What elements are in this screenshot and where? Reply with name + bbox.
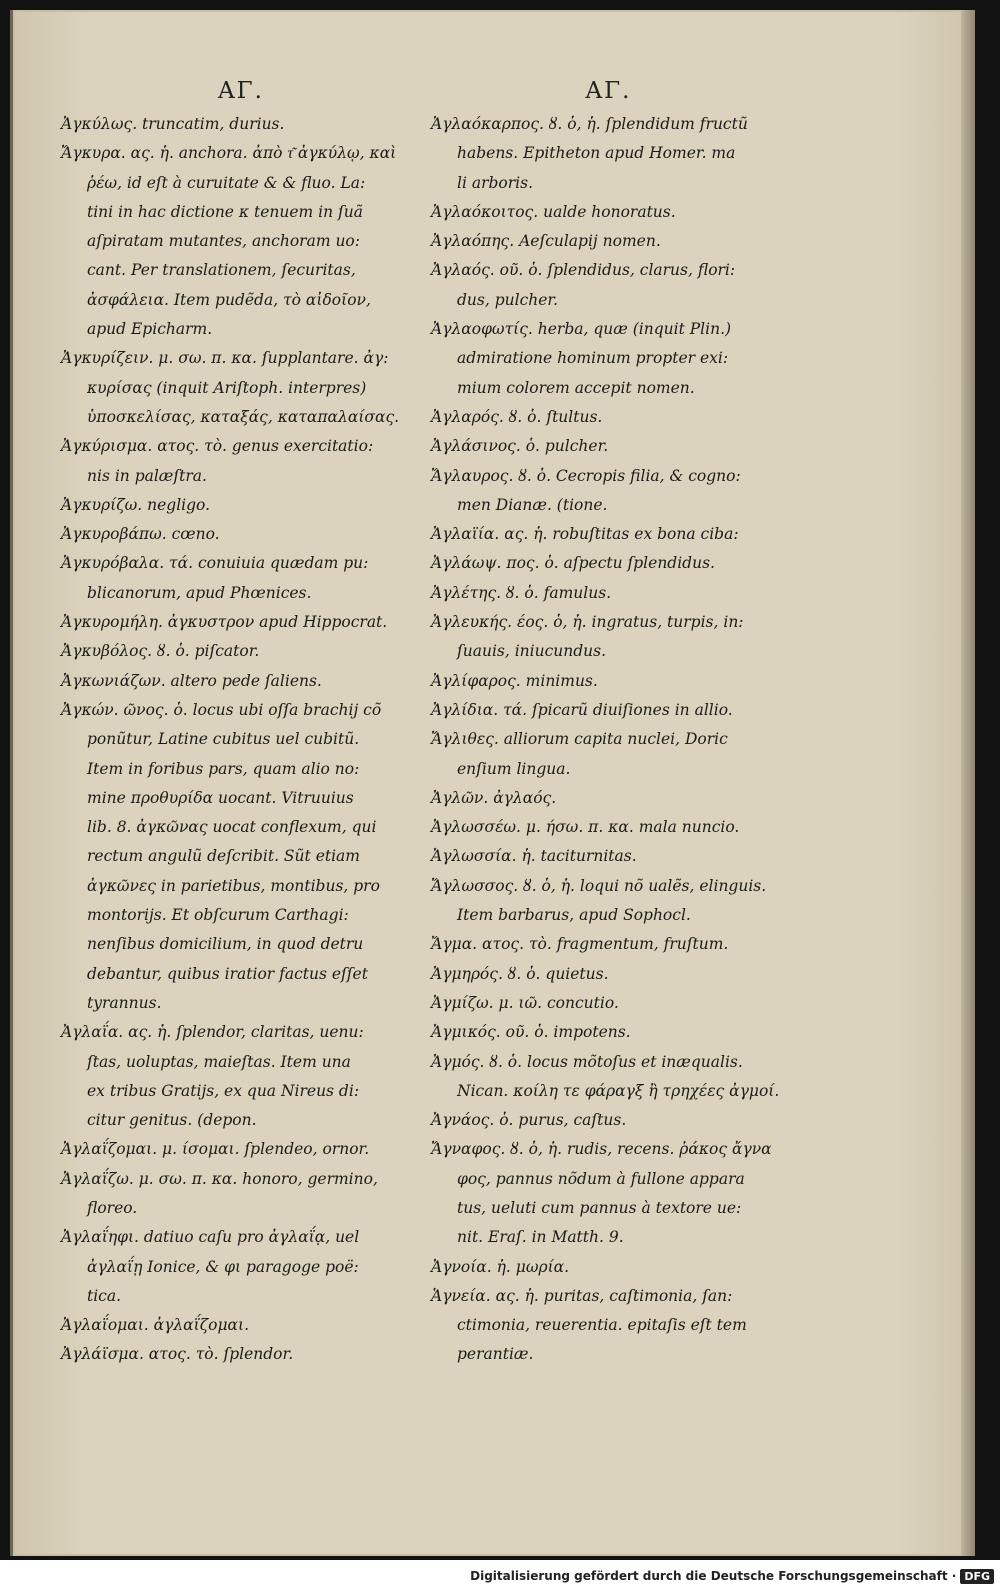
text-line: ex tribus Gratijs, ex qua Nireus di:: [87, 1081, 360, 1100]
text-line: dus, pulcher.: [457, 290, 559, 309]
text-line: debantur, quibus iratior factus eſſet: [87, 964, 368, 983]
text-line: mine προθυρίδα uocant. Vitruuius: [87, 788, 354, 807]
text-line: Ἀγλαϊία. ας. ἡ. robuſtitas ex bona ciba:: [431, 525, 739, 544]
text-line: tica.: [87, 1286, 122, 1305]
text-line: Ἀγλίφαρος. minimus.: [431, 671, 598, 690]
text-line: Ἀγλαΐηφι. datiuo caſu pro ἀγλαΐᾳ, uel: [61, 1228, 360, 1247]
text-line: φος, pannus nõdum à fullone appara: [457, 1169, 745, 1188]
text-line: li arboris.: [457, 173, 533, 192]
text-line: ἀγλαΐῃ Ionice, & φι paragoge poë:: [87, 1257, 359, 1276]
text-line: Ἀγκυβόλος. ȣ. ὁ. piſcator.: [61, 642, 260, 661]
page-edge: [961, 10, 975, 1556]
text-line: Ἀγλαΐα. ας. ἡ. ſplendor, claritas, uenu:: [61, 1023, 364, 1042]
text-line: blicanorum, apud Phœnices.: [87, 583, 312, 602]
text-line: admiratione hominum propter exi:: [457, 349, 729, 368]
text-line: rectum angulũ deſcribit. Sũt etiam: [87, 847, 360, 866]
text-line: Ἀγλωσσία. ἡ. taciturnitas.: [431, 847, 637, 866]
text-line: Ἀγλίδια. τά. ſpicarũ diuiſiones in allio.: [431, 700, 733, 719]
text-line: Ἀγλάϊσμα. ατος. τὸ. ſplendor.: [61, 1345, 294, 1364]
text-line: tus, ueluti cum pannus à textore ue:: [457, 1198, 742, 1217]
text-line: Ἀγμίζω. μ. ιῶ. concutio.: [431, 993, 619, 1012]
text-line: lib. 8. ἀγκῶνας uocat conflexum, qui: [87, 818, 377, 837]
text-line: Ἀγκυρίζω. negligo.: [61, 495, 211, 514]
text-line: Ἀγλάσινος. ὁ. pulcher.: [431, 437, 609, 456]
text-line: floreo.: [87, 1198, 138, 1217]
text-line: ponũtur, Latine cubitus uel cubitũ.: [87, 730, 360, 749]
text-line: Ἀγλαός. οῦ. ὁ. ſplendidus, clarus, flori:: [431, 261, 736, 280]
text-line: Ἀγλαοφωτίς. herba, quæ (inquit Plin.): [431, 320, 732, 339]
text-line: Ἀγκωνιάζων. altero pede ſaliens.: [61, 671, 322, 690]
text-line: ſuauis, iniucundus.: [457, 642, 607, 661]
text-line: aſpiratam mutantes, anchoram uo:: [87, 232, 360, 251]
left-column: [61, 72, 421, 1370]
text-line: Ἀγλῶν. ἀγλαός.: [431, 788, 557, 807]
text-line: Ἄγλωσσος. ȣ. ὁ, ἡ. loqui nõ ualẽs, elinguis.: [431, 876, 767, 895]
text-line: Ἀγλαόκαρπος. ȣ. ὁ, ἡ. ſplendidum fructũ: [431, 115, 748, 133]
text-line: citur genitus. (depon.: [87, 1111, 257, 1130]
text-line: cant. Per translationem, ſecuritas,: [87, 261, 356, 280]
text-line: Ἀγλαόκοιτος. ualde honoratus.: [431, 202, 676, 221]
text-line: Ἄγκυρα. ας. ἡ. anchora. ἀπὸ τ͂ ἀγκύλῳ, καὶ: [61, 144, 397, 163]
text-line: nit. Eraſ. in Matth. 9.: [457, 1228, 624, 1247]
text-line: Ἀγλαΐζω. μ. σω. π. κα. honoro, germino,: [61, 1169, 378, 1188]
left-running-header: ΑΓ.: [218, 78, 264, 104]
text-line: montorijs. Et obſcurum Carthagi:: [87, 906, 349, 925]
footer-credit: Digitalisierung gefördert durch die Deutsche Forschungsgemeinschaft ·: [470, 1569, 957, 1583]
text-line: Ἄγμα. ατος. τὸ. fragmentum, fruſtum.: [431, 935, 729, 954]
text-line: Ἀγκύλως. truncatim, durius.: [61, 115, 285, 133]
right-running-header: ΑΓ.: [585, 78, 632, 104]
text-line: Ἀγκών. ῶνος. ὁ. locus ubi oſſa brachij cõ: [61, 700, 382, 719]
text-line: Ἄγλαυρος. ȣ. ὁ. Cecropis filia, & cogno:: [431, 466, 741, 485]
text-line: Item in foribus pars, quam alio no:: [87, 759, 360, 778]
right-column: [431, 72, 786, 1370]
text-line: Ἀγνάος. ὁ. purus, caſtus.: [431, 1111, 627, 1130]
text-line: ctimonia, reuerentia. epitaſis eſt tem: [457, 1316, 747, 1335]
text-line: men Dianæ. (tione.: [457, 495, 608, 514]
text-line: Ἀγκυροβάπω. cœno.: [61, 525, 220, 544]
text-line: Nican. κοίλη τε φάραγξ ἢ τρηχέες ἀγμοί.: [457, 1081, 780, 1100]
dfg-logo: DFG: [960, 1569, 994, 1584]
text-line: Ἀγλωσσέω. μ. ήσω. π. κα. mala nuncio.: [431, 818, 740, 837]
text-line: Ἀγκυρόβαλα. τά. conuiuia quædam pu:: [61, 554, 369, 573]
text-line: Ἀγλαρός. ȣ. ὁ. ſtultus.: [431, 407, 603, 426]
right-entries: [431, 110, 786, 1370]
text-line: Ἀγλευκής. έος. ὁ, ἡ. ingratus, turpis, in:: [431, 613, 744, 632]
text-line: Ἀγλάωψ. πος. ὁ. aſpectu ſplendidus.: [431, 554, 715, 573]
text-line: Ἀγμικός. οῦ. ὁ. impotens.: [431, 1023, 631, 1042]
text-line: ῥέω, id eſt à curuitate & & fluo. La:: [87, 173, 366, 192]
text-line: Ἀγκυρίζειν. μ. σω. π. κα. ſupplantare. ἀγ:: [61, 349, 389, 368]
text-line: ἀσφάλεια. Item pudẽda, τὸ αἰδοῖον,: [87, 290, 371, 309]
text-line: enſium lingua.: [457, 759, 571, 778]
text-line: apud Epicharm.: [87, 320, 213, 339]
footer-bar: [0, 1560, 1000, 1592]
text-line: Ἀγλέτης. ȣ. ὁ. famulus.: [431, 583, 612, 602]
text-line: ſtas, uoluptas, maieſtas. Item una: [87, 1052, 351, 1071]
text-line: nenſibus domicilium, in quod detru: [87, 935, 364, 954]
text-line: tini in hac dictione κ tenuem in ſuã: [87, 202, 363, 221]
text-line: Ἀγκύρισμα. ατος. τὸ. genus exercitatio:: [61, 437, 374, 456]
text-line: κυρίσας (inquit Ariſtoph. interpres): [87, 378, 367, 397]
text-line: Ἄγναφος. ȣ. ὁ, ἡ. rudis, recens. ῥάκος ἄγνα: [431, 1140, 772, 1159]
book-page: [10, 10, 975, 1556]
text-line: Ἀγλαόπης. Aeſculapij nomen.: [431, 232, 661, 251]
text-line: tyrannus.: [87, 993, 162, 1012]
text-line: perantiæ.: [457, 1345, 534, 1364]
text-line: ὑποσκελίσας, καταξάς, καταπαλαίσας.: [87, 407, 400, 426]
text-line: Ἀγνοία. ἡ. μωρία.: [431, 1257, 570, 1276]
left-entries: [61, 110, 421, 1370]
text-line: Ἀγμός. ȣ. ὁ. locus mõtoſus et inæqualis.: [431, 1052, 743, 1071]
text-line: nis in palæſtra.: [87, 466, 207, 485]
text-line: Ἀγλαΐομαι. ἀγλαΐζομαι.: [61, 1316, 250, 1335]
text-line: Ἀγλαΐζομαι. μ. ίσομαι. ſplendeo, ornor.: [61, 1140, 370, 1159]
text-line: Ἀγκυρομήλη. ἀγκυστρον apud Hippocrat.: [61, 613, 388, 632]
text-line: mium colorem accepit nomen.: [457, 378, 695, 397]
text-line: ἀγκῶνες in parietibus, montibus, pro: [87, 876, 380, 895]
text-line: Ἄγλιθες. alliorum capita nuclei, Doric: [431, 730, 728, 749]
text-line: Ἀγμηρός. ȣ. ὁ. quietus.: [431, 964, 609, 983]
text-line: Item barbarus, apud Sophocl.: [457, 906, 691, 925]
text-line: habens. Epitheton apud Homer. ma: [457, 144, 736, 163]
text-line: Ἁγνεία. ας. ἡ. puritas, caſtimonia, ſan:: [431, 1286, 733, 1305]
